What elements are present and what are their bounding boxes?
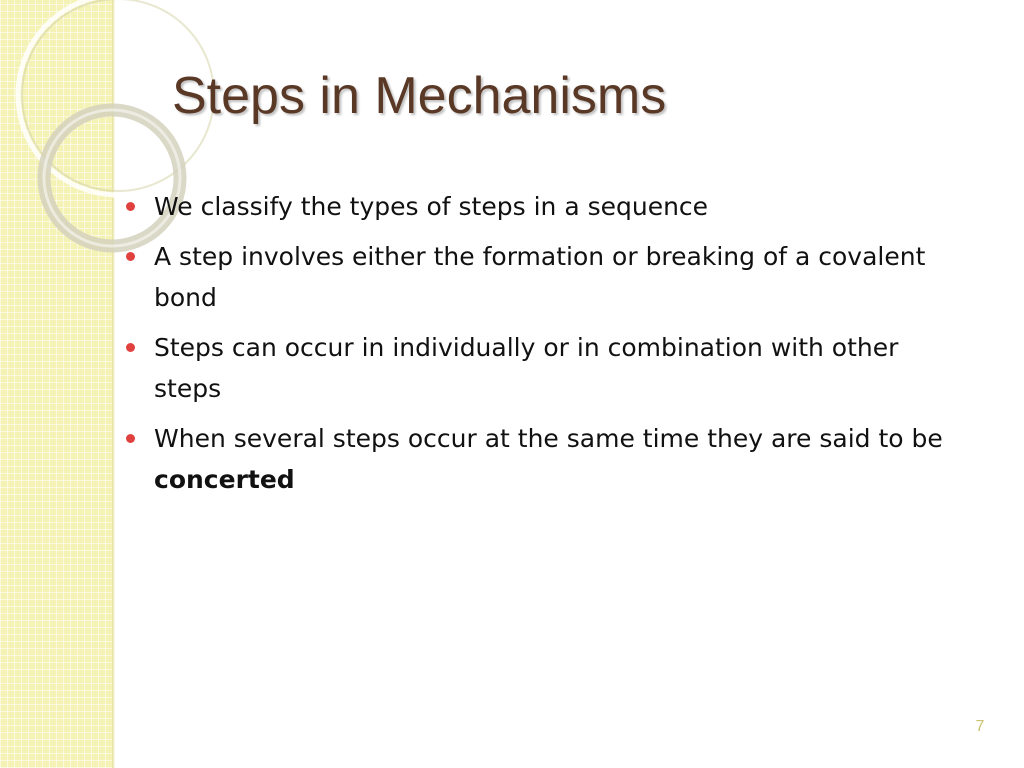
bullet-item [154,236,954,318]
bullet-icon [126,202,135,211]
page-number: 7 [975,718,985,735]
bullet-icon [126,434,135,443]
bullet-list [154,186,954,509]
bullet-icon [126,343,135,352]
bullet-item [154,418,954,500]
slide-title: Steps in Mechanisms [172,67,667,125]
bullet-text: We classify the types of steps in a sequence [154,192,709,221]
bullet-text: Steps can occur in individually or in combination with other steps [154,333,899,403]
bullet-text: A step involves either the formation or breaking of a covalent bond [154,242,926,312]
emphasized-term: concerted [154,465,295,494]
bullet-text: When several steps occur at the same time they are said to be [154,424,943,453]
bullet-icon [126,252,135,261]
bullet-item [154,186,954,227]
bullet-item [154,327,954,409]
